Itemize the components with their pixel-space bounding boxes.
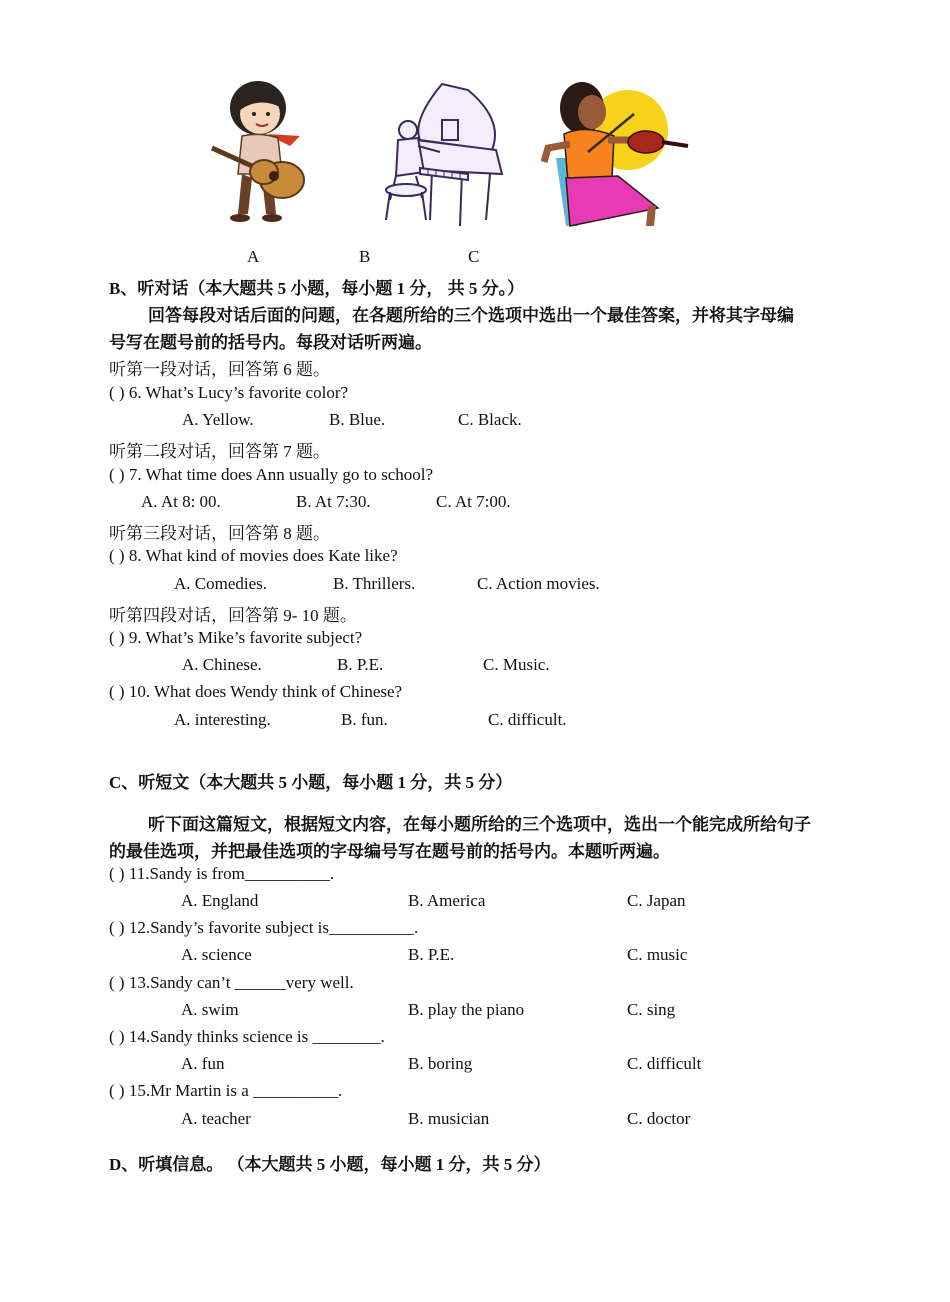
question-14: ( ) 14.Sandy thinks science is ________. (109, 1027, 385, 1046)
q8-option-b: B. Thrillers. (333, 574, 416, 593)
section-c-instruction-1: 听下面这篇短文，根据短文内容，在每小题所给的三个选项中，选出一个能完成所给句子 (148, 815, 811, 834)
q6-option-b: B. Blue. (329, 410, 386, 429)
q7-option-a: A. At 8: 00. (141, 492, 221, 511)
question-11: ( ) 11.Sandy is from__________. (109, 864, 335, 883)
q12-option-c: C. music (627, 945, 688, 964)
section-d-heading: D、听填信息。 （本大题共 5 小题，每小题 1 分，共 5 分） (109, 1155, 551, 1174)
q6-option-a: A. Yellow. (182, 410, 254, 429)
picture-label-b: B (359, 247, 371, 266)
dialogue-4-prompt: 听第四段对话，回答第 9- 10 题。 (109, 606, 357, 625)
dialogue-2-prompt: 听第二段对话，回答第 7 题。 (109, 442, 330, 461)
question-12: ( ) 12.Sandy’s favorite subject is__________. (109, 918, 419, 937)
q9-option-b: B. P.E. (337, 655, 384, 674)
q7-option-c: C. At 7:00. (436, 492, 511, 511)
q15-option-c: C. doctor (627, 1109, 691, 1128)
question-7: ( ) 7. What time does Ann usually go to school? (109, 465, 434, 484)
q11-option-c: C. Japan (627, 891, 686, 910)
q14-option-b: B. boring (408, 1054, 473, 1073)
question-9: ( ) 9. What’s Mike’s favorite subject? (109, 628, 363, 647)
q12-option-a: A. science (181, 945, 252, 964)
dialogue-1-prompt: 听第一段对话，回答第 6 题。 (109, 360, 330, 379)
picture-label-a: A (247, 247, 260, 266)
q8-option-c: C. Action movies. (477, 574, 600, 593)
q8-option-a: A. Comedies. (174, 574, 268, 593)
q12-option-b: B. P.E. (408, 945, 455, 964)
question-8: ( ) 8. What kind of movies does Kate like? (109, 546, 398, 565)
q14-option-a: A. fun (181, 1054, 225, 1073)
section-b-instruction-2: 号写在题号前的括号内。每段对话听两遍。 (109, 333, 432, 352)
q9-option-c: C. Music. (483, 655, 550, 674)
q10-option-a: A. interesting. (174, 710, 271, 729)
violin-player-icon (538, 78, 692, 228)
q15-option-b: B. musician (408, 1109, 490, 1128)
q10-option-b: B. fun. (341, 710, 388, 729)
q7-option-b: B. At 7:30. (296, 492, 371, 511)
question-13: ( ) 13.Sandy can’t ______very well. (109, 973, 354, 992)
q15-option-a: A. teacher (181, 1109, 251, 1128)
q13-option-c: C. sing (627, 1000, 676, 1019)
q14-option-c: C. difficult (627, 1054, 702, 1073)
question-10: ( ) 10. What does Wendy think of Chinese? (109, 682, 403, 701)
question-15: ( ) 15.Mr Martin is a __________. (109, 1081, 343, 1100)
q13-option-a: A. swim (181, 1000, 239, 1019)
guitar-player-icon (208, 78, 312, 228)
q13-option-b: B. play the piano (408, 1000, 525, 1019)
dialogue-3-prompt: 听第三段对话，回答第 8 题。 (109, 524, 330, 543)
q9-option-a: A. Chinese. (182, 655, 262, 674)
piano-player-icon (372, 80, 510, 228)
q6-option-c: C. Black. (458, 410, 522, 429)
section-c-instruction-2: 的最佳选项，并把最佳选项的字母编号写在题号前的括号内。本题听两遍。 (109, 842, 670, 861)
q11-option-a: A. England (181, 891, 259, 910)
q10-option-c: C. difficult. (488, 710, 567, 729)
section-c-heading: C、听短文（本大题共 5 小题，每小题 1 分，共 5 分） (109, 773, 513, 792)
section-b-instruction-1: 回答每段对话后面的问题，在各题所给的三个选项中选出一个最佳答案，并将其字母编 (148, 306, 794, 325)
picture-label-c: C (468, 247, 480, 266)
section-b-heading: B、听对话（本大题共 5 小题，每小题 1 分， 共 5 分。） (109, 279, 525, 298)
q11-option-b: B. America (408, 891, 486, 910)
question-6: ( ) 6. What’s Lucy’s favorite color? (109, 383, 349, 402)
